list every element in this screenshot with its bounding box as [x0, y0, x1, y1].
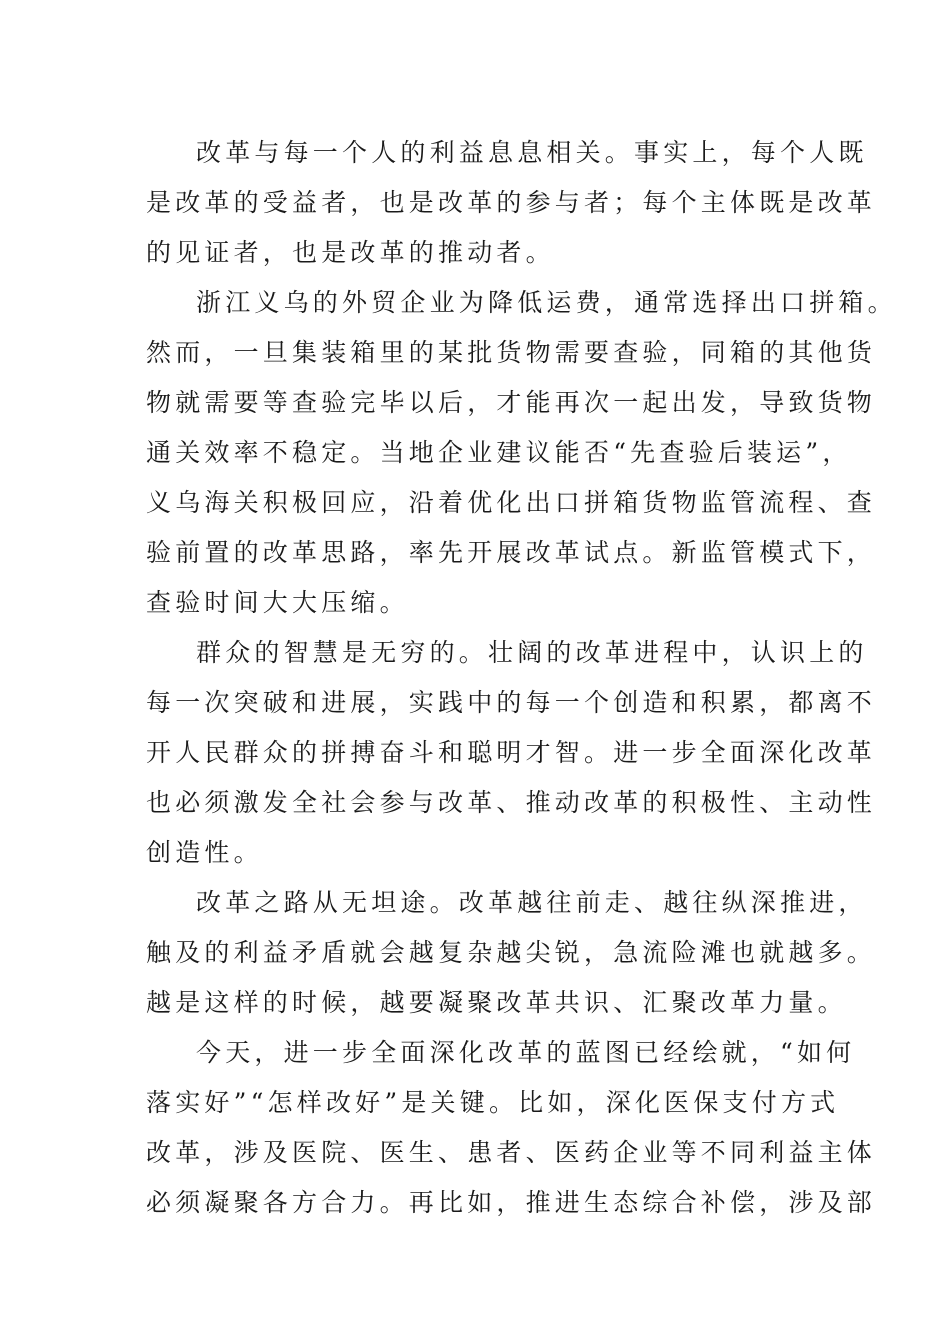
paragraph-line: 物就需要等查验完毕以后，才能再次一起出发，导致货物: [146, 388, 877, 417]
paragraph-1: [146, 128, 877, 278]
paragraph-line: 验前置的改革思路，率先开展改革试点。新监管模式下，: [146, 538, 877, 567]
paragraph-line: 创造性。: [146, 838, 263, 867]
paragraph-line: 每一次突破和进展，实践中的每一个创造和积累，都离不: [146, 688, 877, 717]
paragraph-line: 是改革的受益者，也是改革的参与者；每个主体既是改革: [146, 188, 877, 217]
paragraph-line: 改革与每一个人的利益息息相关。事实上，每个人既: [196, 138, 868, 167]
paragraph-line: 然而，一旦集装箱里的某批货物需要查验，同箱的其他货: [146, 338, 877, 367]
paragraph-line: 触及的利益矛盾就会越复杂越尖锐，急流险滩也就越多。: [146, 938, 877, 967]
paragraph-2: [146, 278, 897, 628]
paragraph-line: 群众的智慧是无穷的。壮阔的改革进程中，认识上的: [196, 638, 868, 667]
document-body: [146, 128, 897, 1228]
paragraph-3: [146, 628, 877, 878]
paragraph-line: 查验时间大大压缩。: [146, 588, 409, 617]
paragraph-line: 越是这样的时候，越要凝聚改革共识、汇聚改革力量。: [146, 988, 847, 1017]
paragraph-line: 义乌海关积极回应，沿着优化出口拼箱货物监管流程、查: [146, 488, 877, 517]
paragraph-line: 浙江义乌的外贸企业为降低运费，通常选择出口拼箱。: [196, 288, 897, 317]
paragraph-line: 改革之路从无坦途。改革越往前走、越往纵深推进，: [196, 888, 868, 917]
paragraph-line: 的见证者，也是改革的推动者。: [146, 238, 555, 267]
paragraph-line: 今天，进一步全面深化改革的蓝图已经绘就，“如何: [196, 1038, 856, 1067]
paragraph-4: [146, 878, 877, 1028]
paragraph-line: 通关效率不稳定。当地企业建议能否“先查验后装运”，: [146, 438, 852, 467]
paragraph-5: [146, 1028, 877, 1228]
paragraph-line: 改革，涉及医院、医生、患者、医药企业等不同利益主体: [146, 1138, 877, 1167]
paragraph-line: 落实好”“怎样改好”是关键。比如，深化医保支付方式: [146, 1088, 840, 1117]
paragraph-line: 开人民群众的拼搏奋斗和聪明才智。进一步全面深化改革: [146, 738, 877, 767]
paragraph-line: 也必须激发全社会参与改革、推动改革的积极性、主动性: [146, 788, 877, 817]
paragraph-line: 必须凝聚各方合力。再比如，推进生态综合补偿，涉及部: [146, 1188, 877, 1217]
